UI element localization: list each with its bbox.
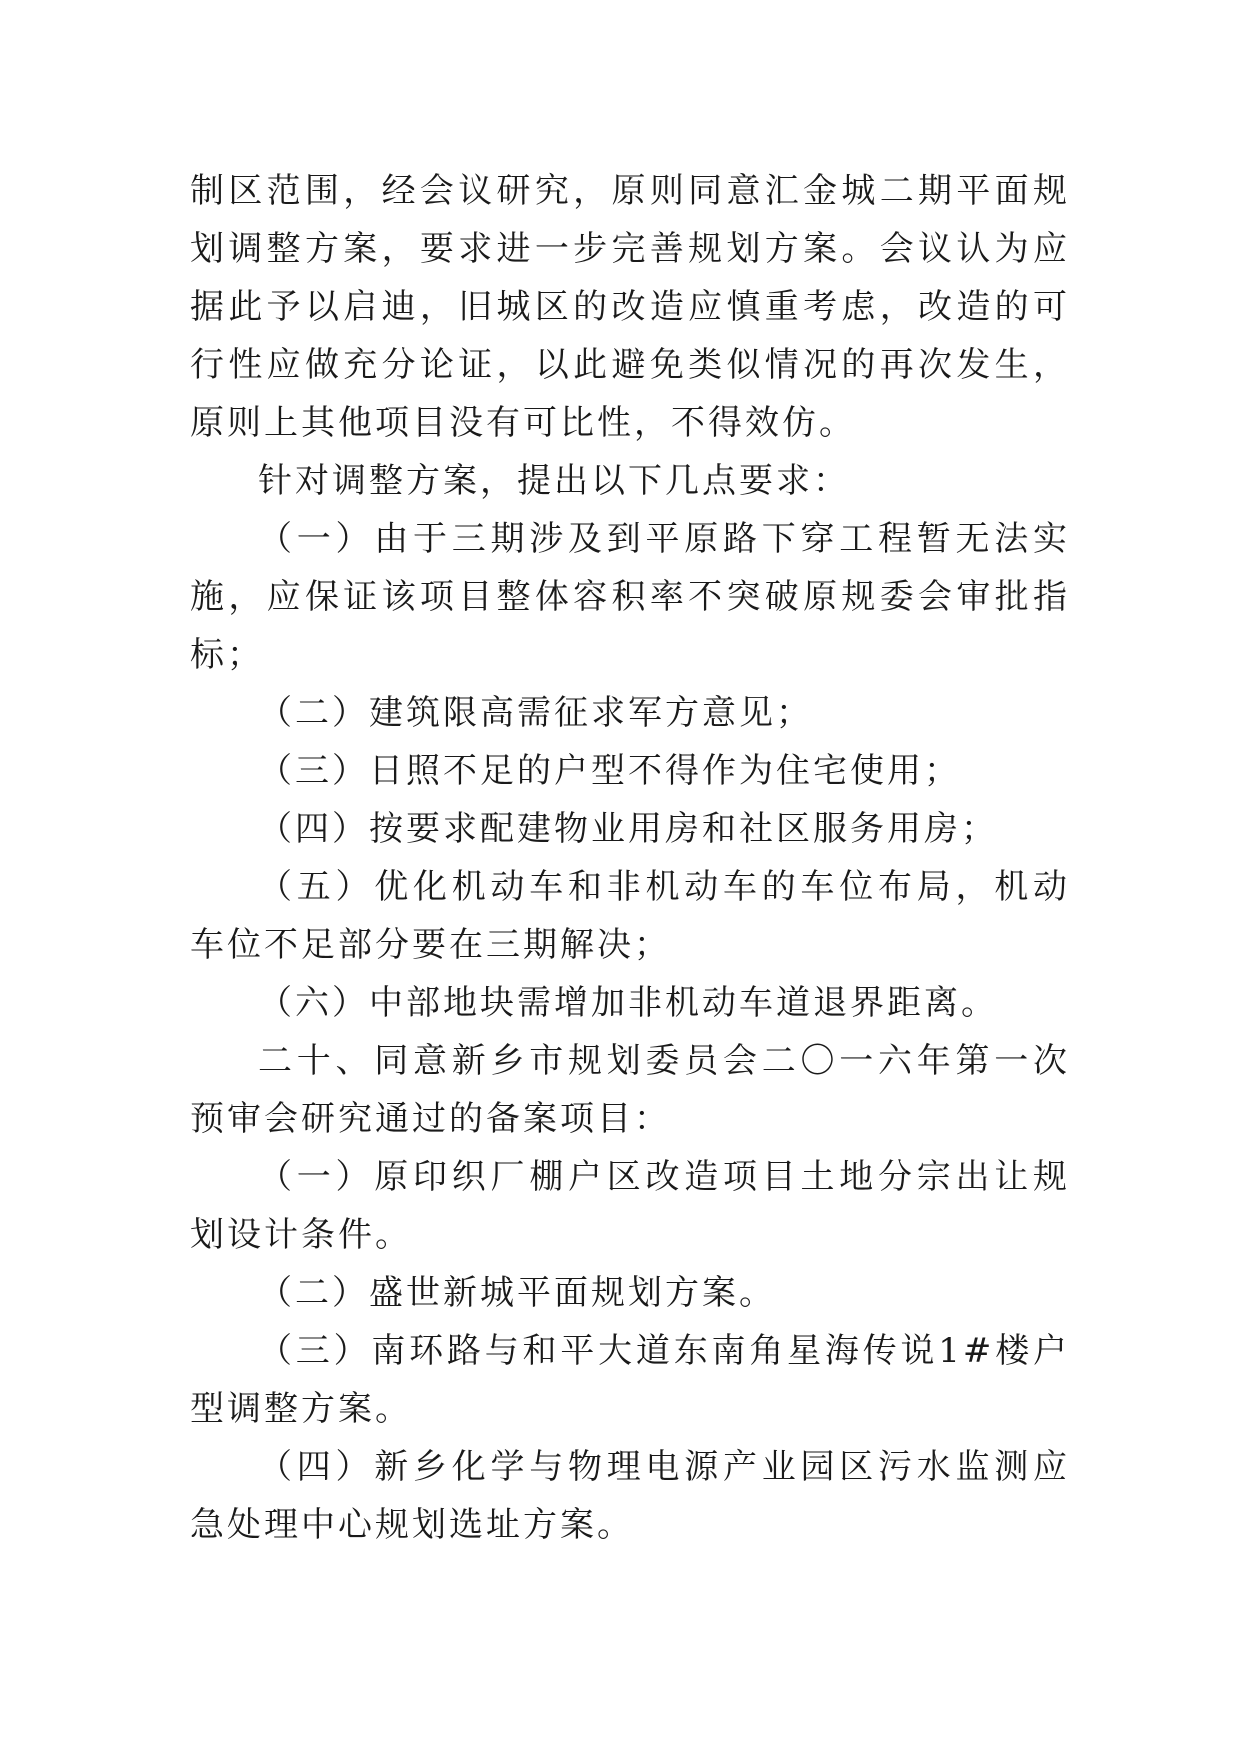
requirement-item-3: （三）日照不足的户型不得作为住宅使用；: [258, 751, 961, 791]
filing-item-1: （一）原印织厂棚户区改造项目土地分宗出让规划设计条件。: [190, 1157, 1070, 1255]
filing-item-4: （四）新乡化学与物理电源产业园区污水监测应急处理中心规划选址方案。: [190, 1447, 1070, 1545]
section-twenty-heading: 二十、同意新乡市规划委员会二〇一六年第一次预审会研究通过的备案项目：: [190, 1041, 1070, 1139]
paragraph-continuation: 制区范围，经会议研究，原则同意汇金城二期平面规划调整方案，要求进一步完善规划方案。会议认为应据此予以启迪，旧城区的改造应慎重考虑，改造的可行性应做充分论证，以此避免类似情况的再次发生，原则上其他项目没有可比性，不得效仿。: [190, 171, 1070, 443]
filing-item-2: （二）盛世新城平面规划方案。: [258, 1273, 776, 1313]
document-body: [190, 162, 1070, 1554]
paragraph-requirements-intro: 针对调整方案，提出以下几点要求：: [258, 461, 850, 501]
requirement-item-5: （五）优化机动车和非机动车的车位布局，机动车位不足部分要在三期解决；: [190, 867, 1070, 965]
requirement-item-6: （六）中部地块需增加非机动车道退界距离。: [258, 983, 998, 1023]
requirement-item-2: （二）建筑限高需征求军方意见；: [258, 693, 813, 733]
requirement-item-1: （一）由于三期涉及到平原路下穿工程暂无法实施，应保证该项目整体容积率不突破原规委会审批指标；: [190, 519, 1070, 675]
filing-item-3: （三）南环路与和平大道东南角星海传说1#楼户型调整方案。: [190, 1331, 1070, 1429]
requirement-item-4: （四）按要求配建物业用房和社区服务用房；: [258, 809, 998, 849]
